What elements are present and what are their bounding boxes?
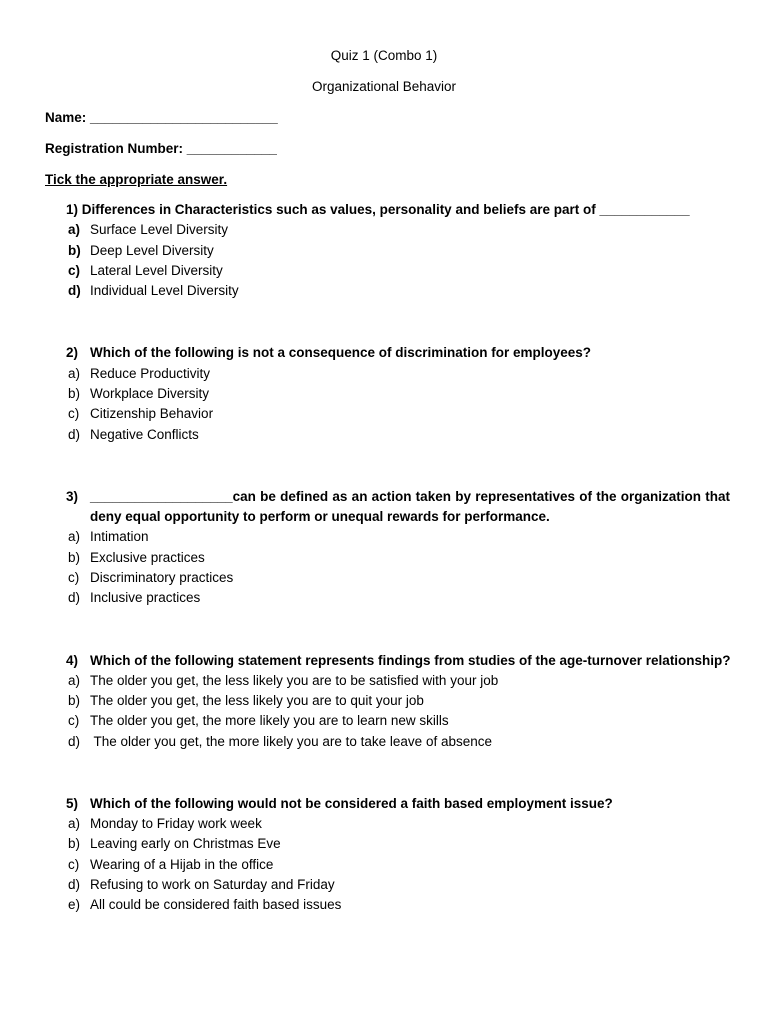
option-letter: c) <box>68 570 80 585</box>
option-text: Refusing to work on Saturday and Friday <box>90 877 335 892</box>
question-text: Which of the following is not a consequence of discrimination for employees? <box>90 345 592 360</box>
question-5 <box>66 794 736 814</box>
instruction-text: Tick the appropriate answer. <box>45 172 228 187</box>
question-number: 2) <box>66 345 79 360</box>
option-letter: b) <box>68 693 81 708</box>
option-letter: e) <box>68 897 81 912</box>
question-2 <box>66 343 736 363</box>
option-letter: a) <box>68 222 81 237</box>
option-text: The older you get, the less likely you are to be satisfied with your job <box>90 673 499 688</box>
option-letter: c) <box>68 857 80 872</box>
option-text: Deep Level Diversity <box>90 243 214 258</box>
option-text: The older you get, the more likely you are to take leave of absence <box>90 734 492 749</box>
option-text: Wearing of a Hijab in the office <box>90 857 274 872</box>
option-text: Workplace Diversity <box>90 386 210 401</box>
option-letter: b) <box>68 550 81 565</box>
option-letter: d) <box>68 877 81 892</box>
name-field: Name: _________________________ <box>45 110 278 125</box>
option-letter: b) <box>68 836 81 851</box>
question-4 <box>66 651 736 671</box>
option-letter: d) <box>68 734 81 749</box>
question-text: ___________________can be defined as an action taken by representatives of the organization that deny equal opportunity to perform or unequal rewards for performance. <box>90 489 730 524</box>
option-letter: d) <box>68 283 81 298</box>
question-number: 4) <box>66 653 79 668</box>
subject-title: Organizational Behavior <box>311 79 457 94</box>
option-text: Citizenship Behavior <box>90 406 214 421</box>
option-text: Individual Level Diversity <box>90 283 239 298</box>
question-number: 3) <box>66 489 79 504</box>
option-letter: a) <box>68 816 81 831</box>
option-letter: a) <box>68 366 81 381</box>
option-text: Discriminatory practices <box>90 570 234 585</box>
option-letter: c) <box>68 263 81 278</box>
option-text: Exclusive practices <box>90 550 205 565</box>
option-text: Leaving early on Christmas Eve <box>90 836 281 851</box>
option-letter: d) <box>68 427 81 442</box>
option-text: The older you get, the less likely you are to quit your job <box>90 693 424 708</box>
option-letter: d) <box>68 590 81 605</box>
option-letter: c) <box>68 713 80 728</box>
option-text: Surface Level Diversity <box>90 222 229 237</box>
option-text: Reduce Productivity <box>90 366 211 381</box>
question-3 <box>66 487 736 527</box>
question-1 <box>66 200 690 220</box>
registration-field: Registration Number: ____________ <box>45 141 277 156</box>
option-letter: b) <box>68 386 81 401</box>
option-letter: a) <box>68 673 81 688</box>
option-text: Lateral Level Diversity <box>90 263 223 278</box>
option-text: All could be considered faith based issues <box>90 897 342 912</box>
question-number: 1) <box>66 202 79 217</box>
question-text: Which of the following statement represents findings from studies of the age-turnover relationship? <box>90 653 731 668</box>
option-letter: a) <box>68 529 81 544</box>
option-letter: c) <box>68 406 80 421</box>
option-text: The older you get, the more likely you are to learn new skills <box>90 713 449 728</box>
option-text: Intimation <box>90 529 149 544</box>
option-text: Inclusive practices <box>90 590 201 605</box>
quiz-title: Quiz 1 (Combo 1) <box>330 48 438 63</box>
question-number: 5) <box>66 796 79 811</box>
question-text: Which of the following would not be considered a faith based employment issue? <box>90 796 613 811</box>
option-letter: b) <box>68 243 81 258</box>
option-text: Negative Conflicts <box>90 427 199 442</box>
question-text: Differences in Characteristics such as values, personality and beliefs are part of ____________ <box>81 202 690 217</box>
option-text: Monday to Friday work week <box>90 816 262 831</box>
